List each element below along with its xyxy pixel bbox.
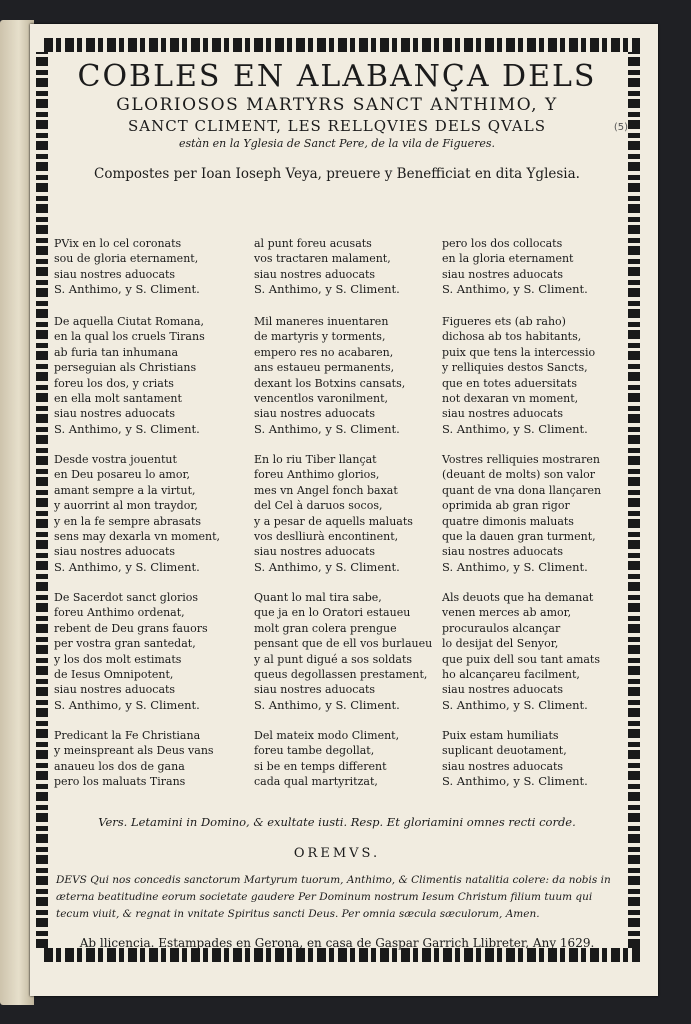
refrain-line: S. Anthimo, y S. Climent.	[254, 697, 400, 712]
verse-line: siau nostres aduocats	[254, 545, 376, 559]
verse-line: sou de gloria eternament,	[54, 252, 199, 266]
verse-line: Quant lo mal tira sabe,	[254, 591, 382, 604]
subtitle-1: GLORIOSOS MARTYRS SANCT ANTHIMO, Y	[116, 95, 558, 115]
verse-line: y meinspreant als Deus vans	[54, 744, 214, 758]
verse-line: vos tractaren malament,	[254, 252, 391, 266]
verse-line: siau nostres aduocats	[54, 545, 176, 559]
verse-line: Als deuots que ha demanat	[442, 591, 594, 604]
verse-line: PVix en lo cel coronats	[54, 237, 182, 250]
verse-line: foreu los dos, y criats	[54, 376, 174, 390]
verse-line: vos deslliurà encontinent,	[254, 530, 399, 544]
verse-line: que puix dell sou tant amats	[442, 652, 601, 666]
stanza	[442, 728, 624, 790]
verse-line: Desde vostra jouentut	[54, 453, 177, 466]
refrain-line: S. Anthimo, y S. Climent.	[54, 282, 200, 297]
verse-line: empero res no acabaren,	[254, 345, 394, 359]
verse-line: oprimida ab gran rigor	[442, 499, 570, 513]
verse-line: siau nostres aduocats	[54, 683, 176, 697]
verse-line: pensant que de ell vos burlaueu	[254, 637, 433, 651]
verse-line: puix que tens la intercessio	[442, 345, 596, 359]
verse-line: Puix estam humiliats	[442, 729, 559, 742]
refrain-line: S. Anthimo, y S. Climent.	[442, 421, 588, 436]
verse-line: quant de vna dona llançaren	[442, 483, 602, 497]
verse-line: que ja en lo Oratori estaueu	[254, 606, 411, 620]
imprint-line: Ab llicencia. Estampades en Gerona, en casa de Gaspar Garrich Llibreter, Any 1629.	[79, 936, 595, 950]
verse-line: dexant los Botxins cansats,	[254, 376, 406, 390]
stanza	[54, 314, 236, 437]
border-ornament-top	[44, 38, 640, 52]
border-ornament-left	[36, 52, 48, 948]
verse-line: siau nostres aduocats	[442, 683, 564, 697]
verse-line: venen merces ab amor,	[442, 606, 572, 620]
verse-line: siau nostres aduocats	[54, 267, 176, 281]
verse-line: siau nostres aduocats	[254, 267, 376, 281]
verse-line: mes vn Angel fonch baxat	[254, 483, 398, 497]
refrain-line: S. Anthimo, y S. Climent.	[54, 559, 200, 574]
verse-line: si be en temps different	[254, 759, 387, 773]
stanza	[442, 236, 624, 298]
versicle-response: Vers. Letamini in Domino, & exultate iusti. Resp. Et gloriamini omnes recti corde.	[98, 815, 576, 829]
verse-line: pero los dos collocats	[442, 237, 563, 250]
verse-line: pero los maluats Tirans	[54, 775, 186, 789]
verse-line: al punt foreu acusats	[254, 237, 372, 250]
verse-line: lo desijat del Senyor,	[442, 637, 559, 651]
refrain-line: S. Anthimo, y S. Climent.	[54, 421, 200, 436]
stanza	[442, 452, 624, 575]
border-ornament-right	[628, 52, 640, 948]
verse-line: siau nostres aduocats	[254, 683, 376, 697]
verse-line: siau nostres aduocats	[442, 545, 564, 559]
verse-line: De aquella Ciutat Romana,	[54, 315, 205, 328]
verse-line: y en la fe sempre abrasats	[54, 514, 202, 528]
verse-line: ans estaueu permanents,	[254, 361, 395, 375]
verse-line: ho alcançareu facilment,	[442, 668, 580, 682]
stanza	[254, 314, 436, 437]
verse-line: rebent de Deu grans fauors	[54, 621, 208, 635]
verse-line: Mil maneres inuentaren	[254, 315, 389, 328]
verse-line: que en totes aduersitats	[442, 376, 577, 390]
book-spine	[0, 20, 34, 1005]
verse-line: siau nostres aduocats	[442, 407, 564, 421]
refrain-line: S. Anthimo, y S. Climent.	[54, 697, 200, 712]
verse-line: vencentlos varonilment,	[254, 392, 388, 406]
verse-line: siau nostres aduocats	[442, 759, 564, 773]
verse-line: De Sacerdot sanct glorios	[54, 591, 199, 604]
stanza	[54, 728, 236, 790]
verse-line: y relliquies destos Sancts,	[442, 361, 588, 375]
verse-line: y los dos molt estimats	[54, 652, 182, 666]
stanza	[254, 728, 436, 790]
verse-line: sens may dexarla vn moment,	[54, 530, 221, 544]
verse-line: de martyris y torments,	[254, 330, 386, 344]
printed-sheet	[30, 24, 658, 996]
stanza	[442, 314, 624, 437]
verse-line: molt gran colera prengue	[254, 621, 397, 635]
verse-line: que la dauen gran turment,	[442, 530, 596, 544]
verse-line: en ella molt santament	[54, 392, 182, 406]
page-content	[52, 59, 628, 960]
verse-line: cada qual martyritzat,	[254, 775, 378, 789]
stanza	[254, 236, 436, 298]
margin-note: (5)	[613, 122, 628, 133]
refrain-line: S. Anthimo, y S. Climent.	[254, 421, 400, 436]
verse-line: y auorrint al mon traydor,	[54, 499, 198, 513]
collect-prayer: DEVS Qui nos concedis sanctorum Martyrum tuorum, Anthimo, & Climentis natalitia colere: da nobis in æterna beatitudine eorum societate gaudere Per Dominum nostrum Iesum Christum filium tuum qui tecum viuit, & regnat in vnitate Spiritus sancti Deus. Per omnia sæcula sæculorum, Amen.	[56, 874, 611, 920]
verse-line: en la qual los cruels Tirans	[54, 330, 205, 344]
verse-line: perseguian als Christians	[54, 361, 197, 375]
stanza	[54, 236, 236, 298]
stanza	[54, 452, 236, 575]
author-line: Compostes per Ioan Ioseph Veya, preuere y Benefficiat en dita Yglesia.	[94, 166, 580, 182]
verse-line: del Cel à daruos socos,	[254, 499, 383, 513]
verse-line: suplicant deuotament,	[442, 744, 567, 758]
verse-line: not dexaran vn moment,	[442, 392, 579, 406]
stanza	[442, 590, 624, 713]
verse-line: foreu Anthimo ordenat,	[54, 606, 185, 620]
verse-line: y al punt digué a sos soldats	[254, 652, 413, 666]
verse-line: quatre dimonis maluats	[442, 514, 574, 528]
subtitle-2: SANCT CLIMENT, LES RELLQVIES DELS QVALS	[128, 117, 546, 135]
refrain-line: S. Anthimo, y S. Climent.	[254, 559, 400, 574]
oremus-heading: OREMVS.	[293, 846, 381, 861]
refrain-line: S. Anthimo, y S. Climent.	[254, 282, 400, 297]
verse-line: En lo riu Tiber llançat	[254, 453, 377, 466]
verse-line: Figueres ets (ab raho)	[442, 315, 566, 328]
refrain-line: S. Anthimo, y S. Climent.	[442, 774, 588, 789]
page-title: COBLES EN ALABANÇA DELS	[77, 59, 597, 94]
stanza	[254, 590, 436, 713]
verse-line: per vostra gran santedat,	[54, 637, 196, 651]
verse-line: foreu Anthimo glorios,	[254, 468, 380, 482]
refrain-line: S. Anthimo, y S. Climent.	[442, 559, 588, 574]
verse-line: anaueu los dos de gana	[54, 759, 185, 773]
verse-line: Vostres relliquies mostraren	[442, 453, 600, 466]
verse-line: amant sempre a la virtut,	[54, 483, 196, 497]
verse-line: siau nostres aduocats	[442, 267, 564, 281]
refrain-line: S. Anthimo, y S. Climent.	[442, 697, 588, 712]
verse-line: (deuant de molts) son valor	[442, 468, 595, 482]
verse-line: procuraulos alcançar	[442, 621, 561, 635]
stanza	[54, 590, 236, 713]
verse-line: de Iesus Omnipotent,	[54, 668, 174, 682]
verse-line: queus degollassen prestament,	[254, 668, 428, 682]
verse-line: y a pesar de aquells maluats	[254, 514, 413, 528]
verse-line: en Deu posareu lo amor,	[54, 468, 191, 482]
verse-line: ab furia tan inhumana	[54, 345, 179, 359]
verse-line: Del mateix modo Climent,	[254, 729, 400, 742]
verse-line: foreu tambe degollat,	[254, 744, 375, 758]
verse-line: Predicant la Fe Christiana	[54, 729, 201, 742]
verse-line: dichosa ab tos habitants,	[442, 330, 582, 344]
subtitle-3: estàn en la Yglesia de Sanct Pere, de la vila de Figueres.	[178, 137, 496, 150]
verse-line: siau nostres aduocats	[254, 407, 376, 421]
refrain-line: S. Anthimo, y S. Climent.	[442, 282, 588, 297]
stanza	[254, 452, 436, 575]
verse-line: siau nostres aduocats	[54, 407, 176, 421]
verse-line: en la gloria eternament	[442, 252, 574, 266]
